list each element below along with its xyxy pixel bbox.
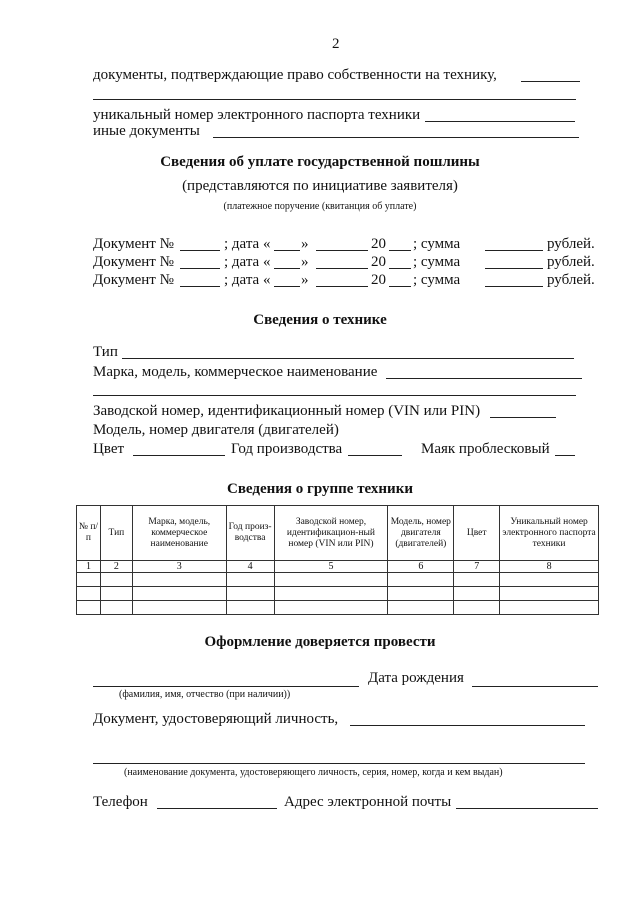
fee-quote: » [301, 236, 309, 252]
proxy-birth-field[interactable] [472, 686, 598, 687]
table-cell[interactable] [77, 573, 101, 587]
table-cell[interactable] [274, 587, 388, 601]
ownership-docs-field[interactable] [521, 81, 580, 82]
col-year: Год произ-водства [226, 506, 274, 561]
tech-type-field[interactable] [122, 358, 574, 359]
fee-heading: Сведения об уплате государственной пошлины [160, 154, 480, 170]
proxy-email-field[interactable] [456, 808, 598, 809]
proxy-birth-label: Дата рождения [368, 670, 464, 686]
proxy-id-doc-field[interactable] [350, 725, 585, 726]
passport-number-label: уникальный номер электронного паспорта техники [93, 107, 421, 123]
fee-note: (платежное поручение (квитанция об уплате) [223, 201, 417, 212]
tech-engine-label: Модель, номер двигателя (двигателей) [93, 422, 339, 438]
passport-number-field[interactable] [425, 121, 575, 122]
tech-brand-field-continued[interactable] [93, 395, 576, 396]
group-table-header [77, 506, 599, 561]
fee-doc-label: Документ № [93, 272, 174, 288]
col-index: 4 [226, 561, 274, 573]
fee-month-field[interactable] [316, 250, 368, 251]
fee-currency: рублей. [547, 236, 595, 252]
col-index: 2 [100, 561, 132, 573]
fee-doc-number-field[interactable] [180, 286, 220, 287]
group-heading: Сведения о группе техники [227, 481, 413, 497]
fee-currency: рублей. [547, 254, 595, 270]
table-cell[interactable] [226, 601, 274, 615]
col-brand: Марка, модель, коммерческое наименование [132, 506, 226, 561]
proxy-fio-note: (фамилия, имя, отчество (при наличии)) [119, 689, 291, 700]
proxy-email-label: Адрес электронной почты [284, 794, 452, 810]
fee-day-field[interactable] [274, 250, 300, 251]
table-cell[interactable] [454, 573, 500, 587]
table-cell[interactable] [100, 587, 132, 601]
table-cell[interactable] [132, 601, 226, 615]
col-type: Тип [100, 506, 132, 561]
proxy-heading: Оформление доверяется провести [204, 634, 436, 650]
tech-beacon-label: Маяк проблесковый [421, 441, 550, 457]
table-cell[interactable] [132, 573, 226, 587]
tech-color-field[interactable] [133, 455, 225, 456]
fee-sum-field[interactable] [485, 268, 543, 269]
proxy-id-doc-field-continued[interactable] [93, 763, 585, 764]
col-color: Цвет [454, 506, 500, 561]
table-row[interactable] [77, 573, 599, 587]
col-index: 7 [454, 561, 500, 573]
other-docs-label: иные документы [93, 123, 200, 139]
tech-serial-field[interactable] [490, 417, 556, 418]
col-index: 8 [500, 561, 599, 573]
tech-type-label: Тип [93, 344, 118, 360]
col-passport: Уникальный номер электронного паспорта техники [500, 506, 599, 561]
table-cell[interactable] [226, 587, 274, 601]
fee-quote: » [301, 272, 309, 288]
fee-year-field[interactable] [389, 286, 411, 287]
fee-currency: рублей. [547, 272, 595, 288]
tech-year-label: Год производства [231, 441, 343, 457]
fee-sum-label: ; сумма [413, 272, 461, 288]
table-cell[interactable] [274, 601, 388, 615]
tech-heading: Сведения о технике [253, 312, 387, 328]
col-serial: Заводской номер, идентификацион-ный номер (VIN или PIN) [274, 506, 388, 561]
fee-year-prefix: 20 [371, 272, 386, 288]
table-cell[interactable] [388, 601, 454, 615]
table-cell[interactable] [388, 587, 454, 601]
fee-year-prefix: 20 [371, 254, 386, 270]
proxy-id-doc-label: Документ, удостоверяющий личность, [93, 711, 339, 727]
proxy-phone-field[interactable] [157, 808, 277, 809]
table-cell[interactable] [500, 601, 599, 615]
group-table [76, 505, 599, 615]
table-cell[interactable] [100, 601, 132, 615]
fee-sum-label: ; сумма [413, 254, 461, 270]
other-docs-field[interactable] [213, 137, 579, 138]
fee-date-label: ; дата « [224, 236, 271, 252]
fee-doc-number-field[interactable] [180, 268, 220, 269]
fee-sum-label: ; сумма [413, 236, 461, 252]
fee-day-field[interactable] [274, 268, 300, 269]
fee-doc-label: Документ № [93, 236, 174, 252]
fee-month-field[interactable] [316, 286, 368, 287]
ownership-docs-label: документы, подтверждающие право собственности на технику, [93, 67, 497, 83]
table-cell[interactable] [454, 587, 500, 601]
fee-date-label: ; дата « [224, 272, 271, 288]
ownership-docs-field-continued[interactable] [93, 99, 576, 100]
col-index: 1 [77, 561, 101, 573]
fee-doc-number-field[interactable] [180, 250, 220, 251]
tech-brand-field[interactable] [386, 378, 582, 379]
table-row[interactable] [77, 601, 599, 615]
tech-year-field[interactable] [348, 455, 402, 456]
table-cell[interactable] [274, 573, 388, 587]
table-row[interactable] [77, 587, 599, 601]
table-cell[interactable] [454, 601, 500, 615]
table-cell[interactable] [100, 573, 132, 587]
fee-quote: » [301, 254, 309, 270]
fee-month-field[interactable] [316, 268, 368, 269]
tech-color-label: Цвет [93, 441, 125, 457]
table-cell[interactable] [77, 587, 101, 601]
col-index: 5 [274, 561, 388, 573]
fee-year-field[interactable] [389, 250, 411, 251]
proxy-fio-field[interactable] [93, 686, 359, 687]
fee-year-prefix: 20 [371, 236, 386, 252]
proxy-id-doc-note: (наименование документа, удостоверяющего личность, серия, номер, когда и кем выдан) [124, 767, 503, 778]
fee-date-label: ; дата « [224, 254, 271, 270]
page-number: 2 [332, 36, 340, 52]
col-index: 3 [132, 561, 226, 573]
fee-sum-field[interactable] [485, 286, 543, 287]
fee-sum-field[interactable] [485, 250, 543, 251]
table-cell[interactable] [500, 587, 599, 601]
fee-subheading: (представляются по инициативе заявителя) [182, 178, 458, 194]
table-cell[interactable] [132, 587, 226, 601]
tech-serial-label: Заводской номер, идентификационный номер (VIN или PIN) [93, 403, 481, 419]
tech-beacon-field[interactable] [555, 455, 575, 456]
col-engine: Модель, номер двигателя (двигателей) [388, 506, 454, 561]
group-table-numbering [77, 561, 599, 573]
table-cell[interactable] [500, 573, 599, 587]
col-number: № п/п [77, 506, 101, 561]
tech-brand-label: Марка, модель, коммерческое наименование [93, 364, 378, 380]
table-cell[interactable] [226, 573, 274, 587]
col-index: 6 [388, 561, 454, 573]
fee-year-field[interactable] [389, 268, 411, 269]
fee-doc-label: Документ № [93, 254, 174, 270]
proxy-phone-label: Телефон [93, 794, 148, 810]
table-cell[interactable] [388, 573, 454, 587]
table-cell[interactable] [77, 601, 101, 615]
fee-day-field[interactable] [274, 286, 300, 287]
